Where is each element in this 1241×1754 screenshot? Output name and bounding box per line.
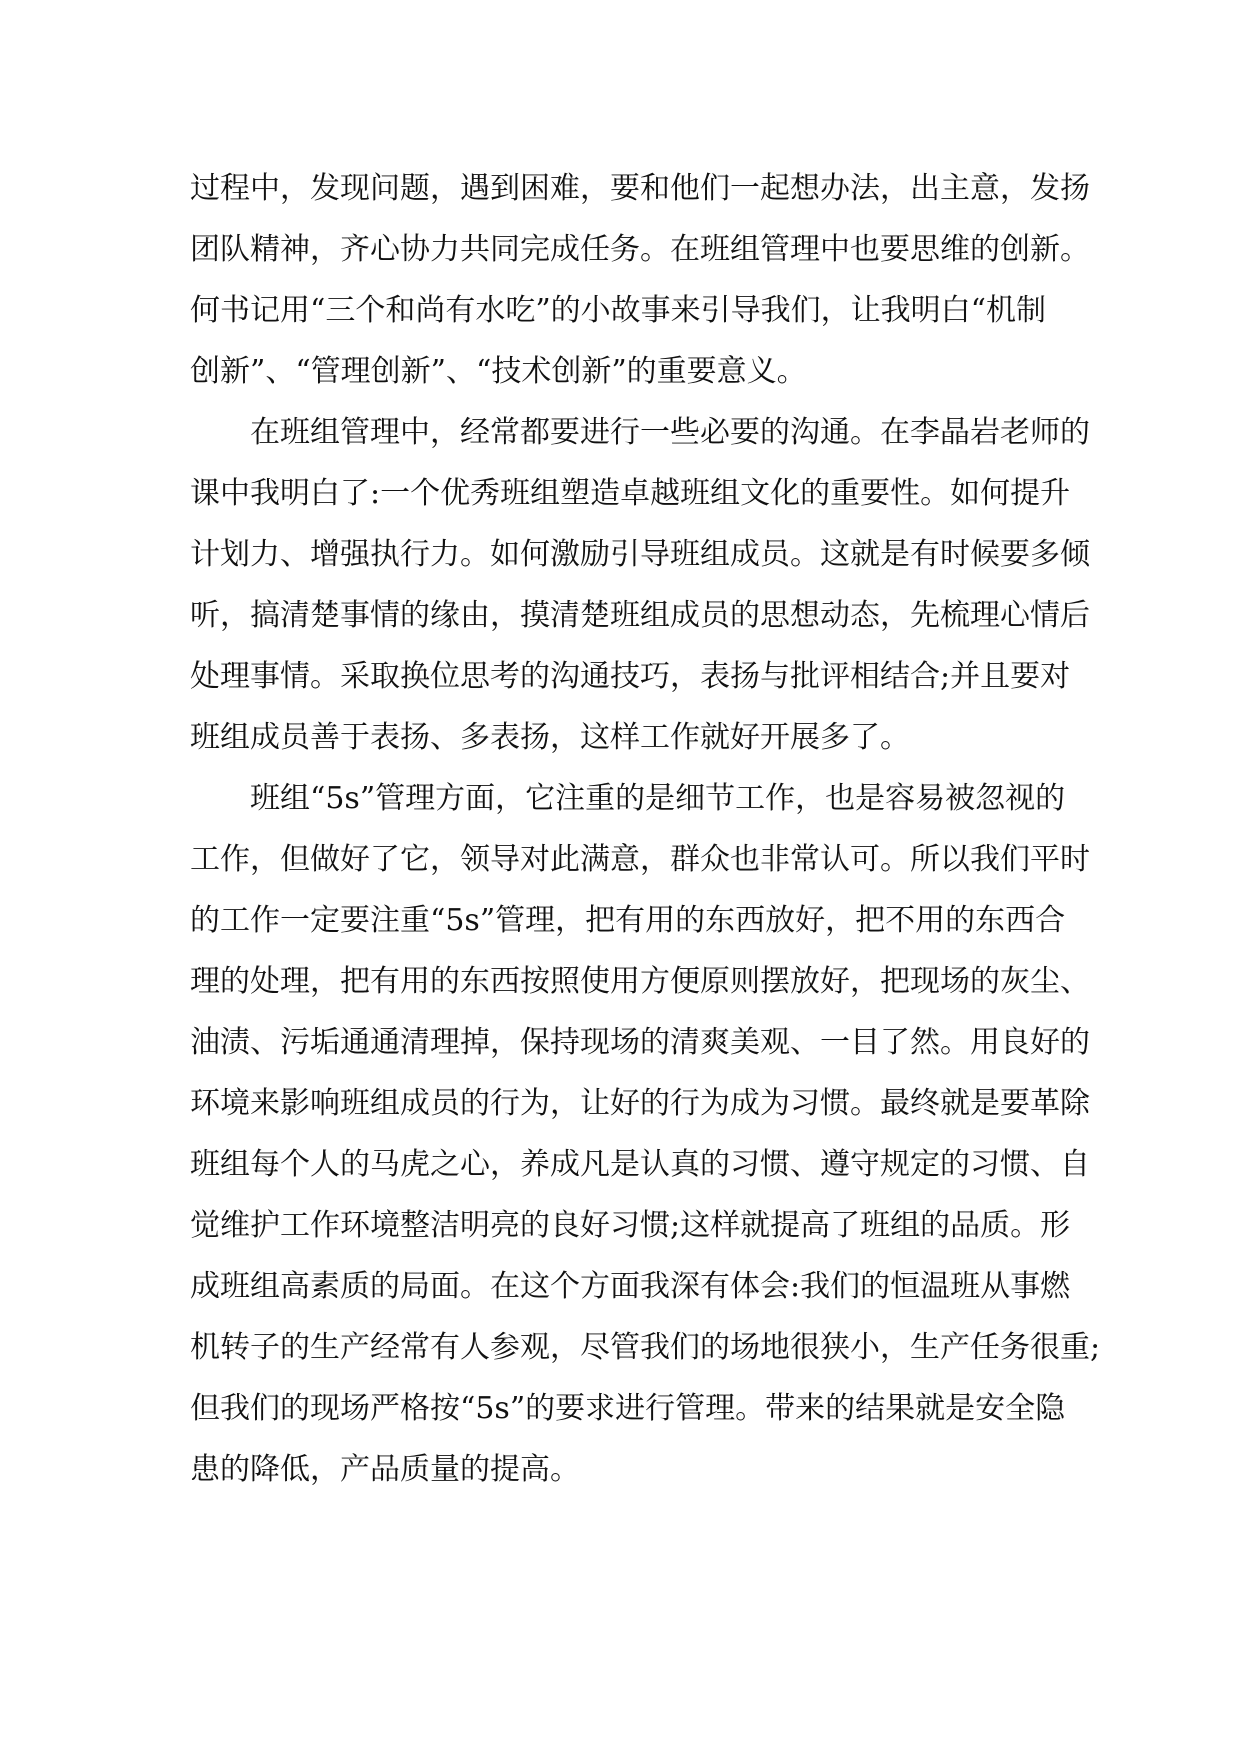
paragraph-3-line-8: 觉维护工作环境整洁明亮的良好习惯;这样就提高了班组的品质。形 xyxy=(190,1208,1071,1243)
paragraph-2-line-1: 在班组管理中，经常都要进行一些必要的沟通。在李晶岩老师的 xyxy=(250,415,1090,450)
paragraph-2-line-2: 课中我明白了:一个优秀班组塑造卓越班组文化的重要性。如何提升 xyxy=(190,476,1071,511)
paragraph-3-line-9: 成班组高素质的局面。在这个方面我深有体会:我们的恒温班从事燃 xyxy=(190,1269,1071,1304)
body-text xyxy=(190,158,1101,1500)
paragraph-3-line-4: 理的处理，把有用的东西按照使用方便原则摆放好，把现场的灰尘、 xyxy=(190,964,1090,999)
paragraph-3-line-6: 环境来影响班组成员的行为，让好的行为成为习惯。最终就是要革除 xyxy=(190,1086,1090,1121)
paragraph-2-line-5: 处理事情。采取换位思考的沟通技巧，表扬与批评相结合;并且要对 xyxy=(190,659,1071,694)
paragraph-2-line-3: 计划力、增强执行力。如何激励引导班组成员。这就是有时候要多倾 xyxy=(190,537,1090,572)
paragraph-3-line-10: 机转子的生产经常有人参观，尽管我们的场地很狭小，生产任务很重; xyxy=(190,1330,1101,1365)
paragraph-3-line-5: 油渍、污垢通通清理掉，保持现场的清爽美观、一目了然。用良好的 xyxy=(190,1025,1090,1060)
paragraph-3-line-12: 患的降低，产品质量的提高。 xyxy=(190,1452,580,1487)
paragraph-3-line-11: 但我们的现场严格按“5s”的要求进行管理。带来的结果就是安全隐 xyxy=(190,1391,1066,1426)
paragraph-1-line-2: 团队精神，齐心协力共同完成任务。在班组管理中也要思维的创新。 xyxy=(190,232,1090,267)
paragraph-2-line-6: 班组成员善于表扬、多表扬，这样工作就好开展多了。 xyxy=(190,720,910,755)
paragraph-3-line-7: 班组每个人的马虎之心，养成凡是认真的习惯、遵守规定的习惯、自 xyxy=(190,1147,1090,1182)
paragraph-1-line-4: 创新”、“管理创新”、“技术创新”的重要意义。 xyxy=(190,354,807,389)
paragraph-1-line-1: 过程中，发现问题，遇到困难，要和他们一起想办法，出主意，发扬 xyxy=(190,171,1090,206)
paragraph-3-line-3: 的工作一定要注重“5s”管理，把有用的东西放好，把不用的东西合 xyxy=(190,903,1066,938)
paragraph-3-line-1: 班组“5s”管理方面，它注重的是细节工作，也是容易被忽视的 xyxy=(250,781,1066,816)
paragraph-3-line-2: 工作，但做好了它，领导对此满意，群众也非常认可。所以我们平时 xyxy=(190,842,1090,877)
paragraph-2-line-4: 听，搞清楚事情的缘由，摸清楚班组成员的思想动态，先梳理心情后 xyxy=(190,598,1090,633)
paragraph-1-line-3: 何书记用“三个和尚有水吃”的小故事来引导我们，让我明白“机制 xyxy=(190,293,1047,328)
